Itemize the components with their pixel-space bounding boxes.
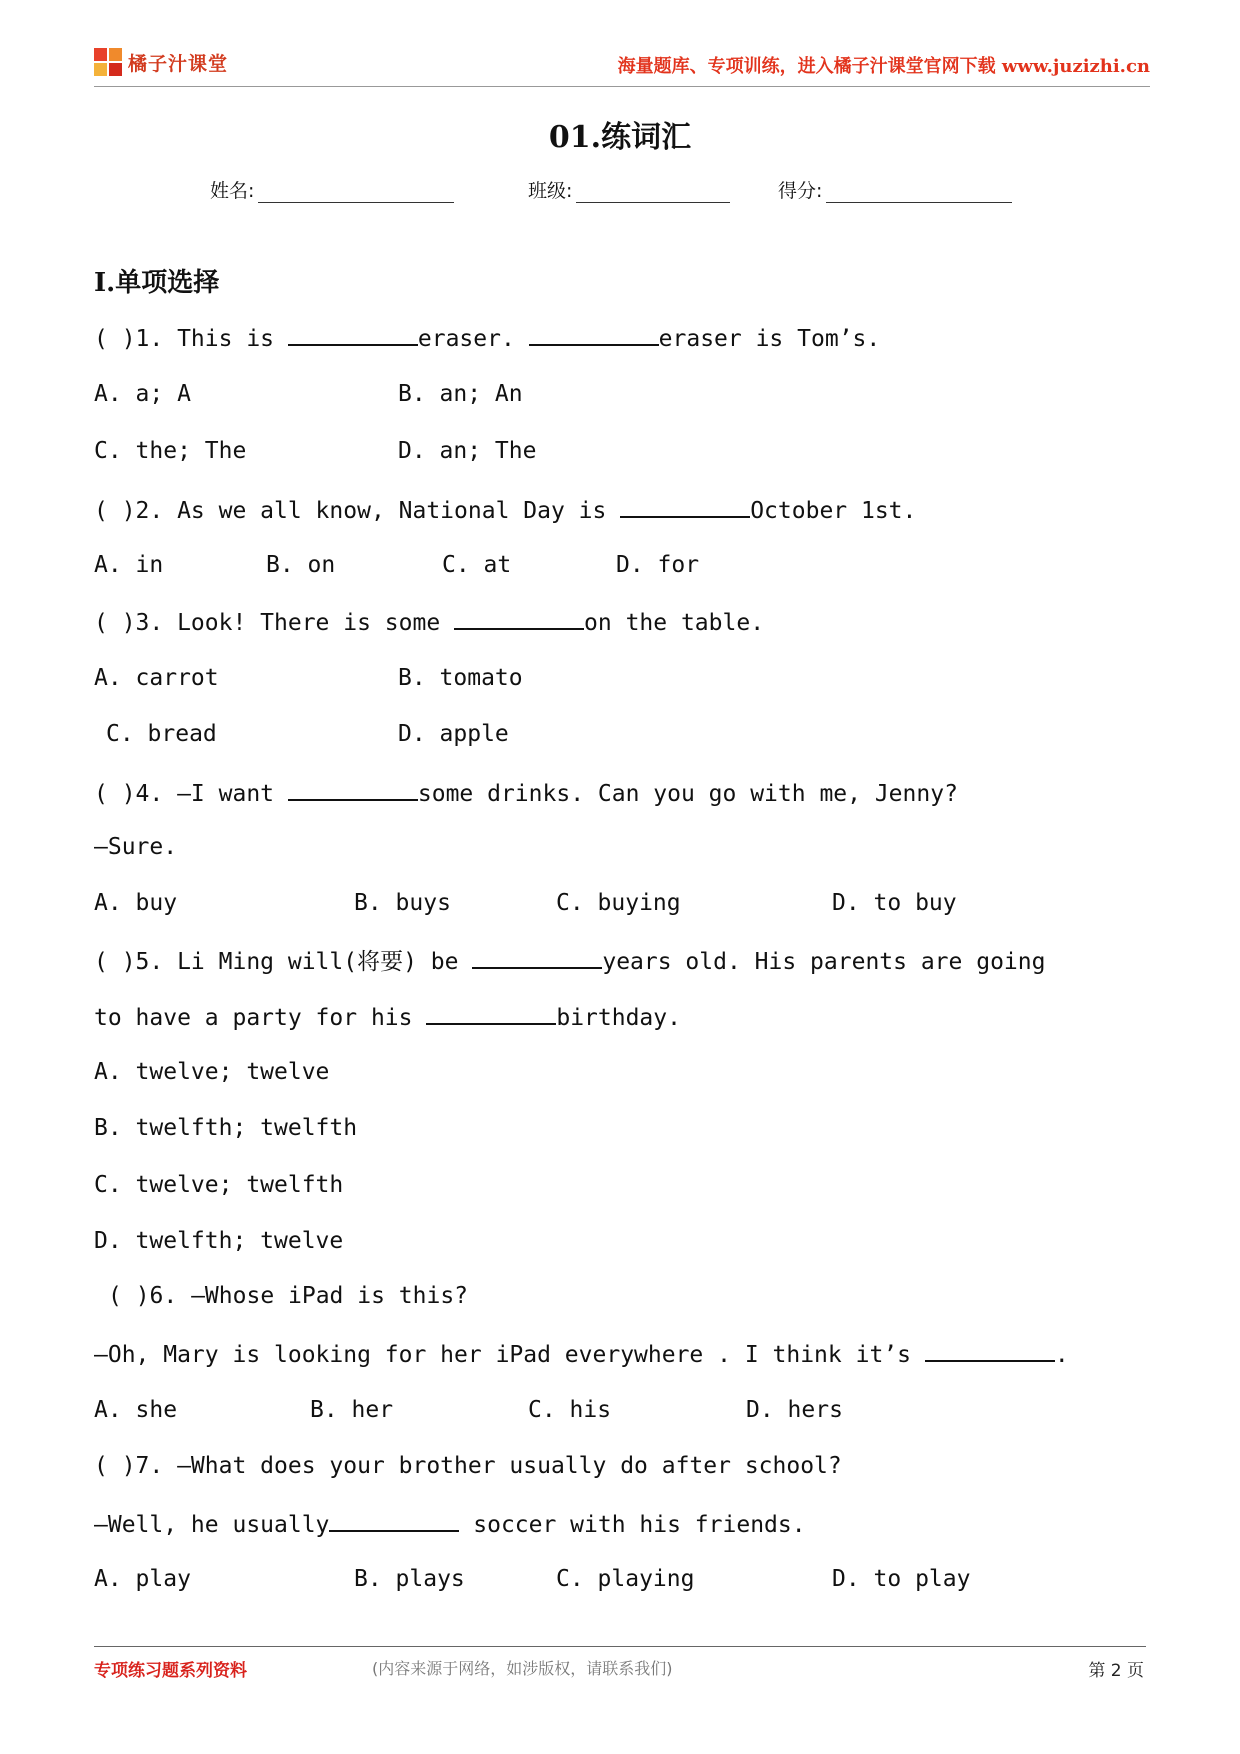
question-5-stem [94, 945, 1045, 977]
question-1-stem [94, 322, 880, 354]
question-4-stem [94, 777, 958, 809]
score-field [778, 176, 1012, 203]
answer-blank[interactable] [529, 322, 659, 346]
page-number: 第 2 页 [1088, 1661, 1144, 1681]
option-a: A. twelve; twelve [94, 1059, 330, 1085]
question-6-reply [94, 1338, 1069, 1370]
option-d: D. twelfth; twelve [94, 1228, 344, 1254]
answer-blank[interactable] [288, 777, 418, 801]
header-slogan: 海量题库、专项训练，进入橘子汁课堂官网下载 www.juzizhi.cn [617, 56, 1150, 77]
question-4-reply: —Sure. [94, 834, 178, 860]
option-a: A. a; A [94, 381, 191, 407]
stem-text: years old. His parents are going [602, 949, 1046, 975]
question-7-stem: ( )7. —What does your brother usually do after school? [94, 1453, 842, 1479]
footer-divider [94, 1646, 1146, 1647]
option-b: B. plays [354, 1566, 465, 1592]
option-b: B. buys [354, 890, 451, 916]
answer-blank[interactable] [288, 322, 418, 346]
option-d: D. hers [746, 1397, 843, 1423]
option-a: A. carrot [94, 665, 219, 691]
answer-blank[interactable] [454, 606, 584, 630]
option-d: D. for [616, 552, 700, 578]
answer-blank[interactable] [329, 1508, 459, 1532]
answer-blank[interactable] [925, 1338, 1055, 1362]
stem-text: to have a party for his [94, 1005, 427, 1031]
option-c: C. the; The [94, 438, 247, 464]
option-b: B. her [310, 1397, 394, 1423]
option-c: C. playing [556, 1566, 695, 1592]
footer-copyright-note: (内容来源于网络，如涉版权，请联系我们) [372, 1659, 673, 1678]
option-c: C. at [442, 552, 512, 578]
student-info [210, 176, 1070, 206]
option-d: D. to play [832, 1566, 971, 1592]
page-title: 01.练词汇 [548, 120, 692, 155]
name-label: 姓名: [210, 180, 255, 202]
option-c: C. twelve; twelfth [94, 1172, 344, 1198]
option-b: B. an; An [398, 381, 523, 407]
option-a: A. she [94, 1397, 178, 1423]
stem-text: on the table. [584, 610, 765, 636]
stem-text: some drinks. Can you go with me, Jenny? [417, 781, 958, 807]
question-5-stem-line2 [94, 1001, 681, 1033]
class-blank[interactable] [576, 180, 730, 203]
option-d: D. to buy [832, 890, 957, 916]
answer-blank[interactable] [620, 494, 750, 518]
logo [94, 46, 228, 78]
stem-text: ( )5. Li Ming will(将要) be [94, 949, 473, 975]
score-label: 得分: [778, 180, 823, 202]
name-field [210, 176, 454, 203]
stem-text: birthday. [556, 1005, 681, 1031]
option-a: A. buy [94, 890, 178, 916]
stem-text: soccer with his friends. [459, 1512, 806, 1538]
stem-text: October 1st. [750, 498, 917, 524]
logo-icon [94, 48, 122, 76]
option-c: C. bread [106, 721, 217, 747]
class-label: 班级: [528, 180, 573, 202]
option-a: A. in [94, 552, 164, 578]
stem-text: ( )2. As we all know, National Day is [94, 498, 621, 524]
answer-blank[interactable] [426, 1001, 556, 1025]
stem-text: eraser. [417, 326, 529, 352]
stem-text: . [1054, 1342, 1069, 1368]
page-header [94, 40, 1150, 84]
stem-text: —Oh, Mary is looking for her iPad everywhere . I think it’s [94, 1342, 925, 1368]
option-a: A. play [94, 1566, 191, 1592]
logo-text: 橘子汁课堂 [128, 52, 229, 75]
section-title: I.单项选择 [94, 268, 220, 298]
name-blank[interactable] [258, 180, 454, 203]
stem-text: ( )3. Look! There is some [94, 610, 455, 636]
footer-series-label: 专项练习题系列资料 [94, 1661, 247, 1681]
option-c: C. his [528, 1397, 612, 1423]
question-2-stem [94, 494, 916, 526]
question-3-stem [94, 606, 764, 638]
stem-text: eraser is Tom’s. [658, 326, 881, 352]
option-b: B. tomato [398, 665, 523, 691]
option-b: B. twelfth; twelfth [94, 1115, 358, 1141]
option-d: D. apple [398, 721, 509, 747]
class-field [528, 176, 730, 203]
option-b: B. on [266, 552, 336, 578]
option-d: D. an; The [398, 438, 537, 464]
score-blank[interactable] [826, 180, 1012, 203]
stem-text: ( )4. —I want [94, 781, 288, 807]
stem-text: ( )1. This is [94, 326, 288, 352]
question-6-stem: ( )6. —Whose iPad is this? [108, 1283, 469, 1309]
option-c: C. buying [556, 890, 681, 916]
answer-blank[interactable] [472, 945, 602, 969]
stem-text: —Well, he usually [94, 1512, 330, 1538]
question-7-reply [94, 1508, 806, 1540]
header-divider [94, 86, 1150, 87]
